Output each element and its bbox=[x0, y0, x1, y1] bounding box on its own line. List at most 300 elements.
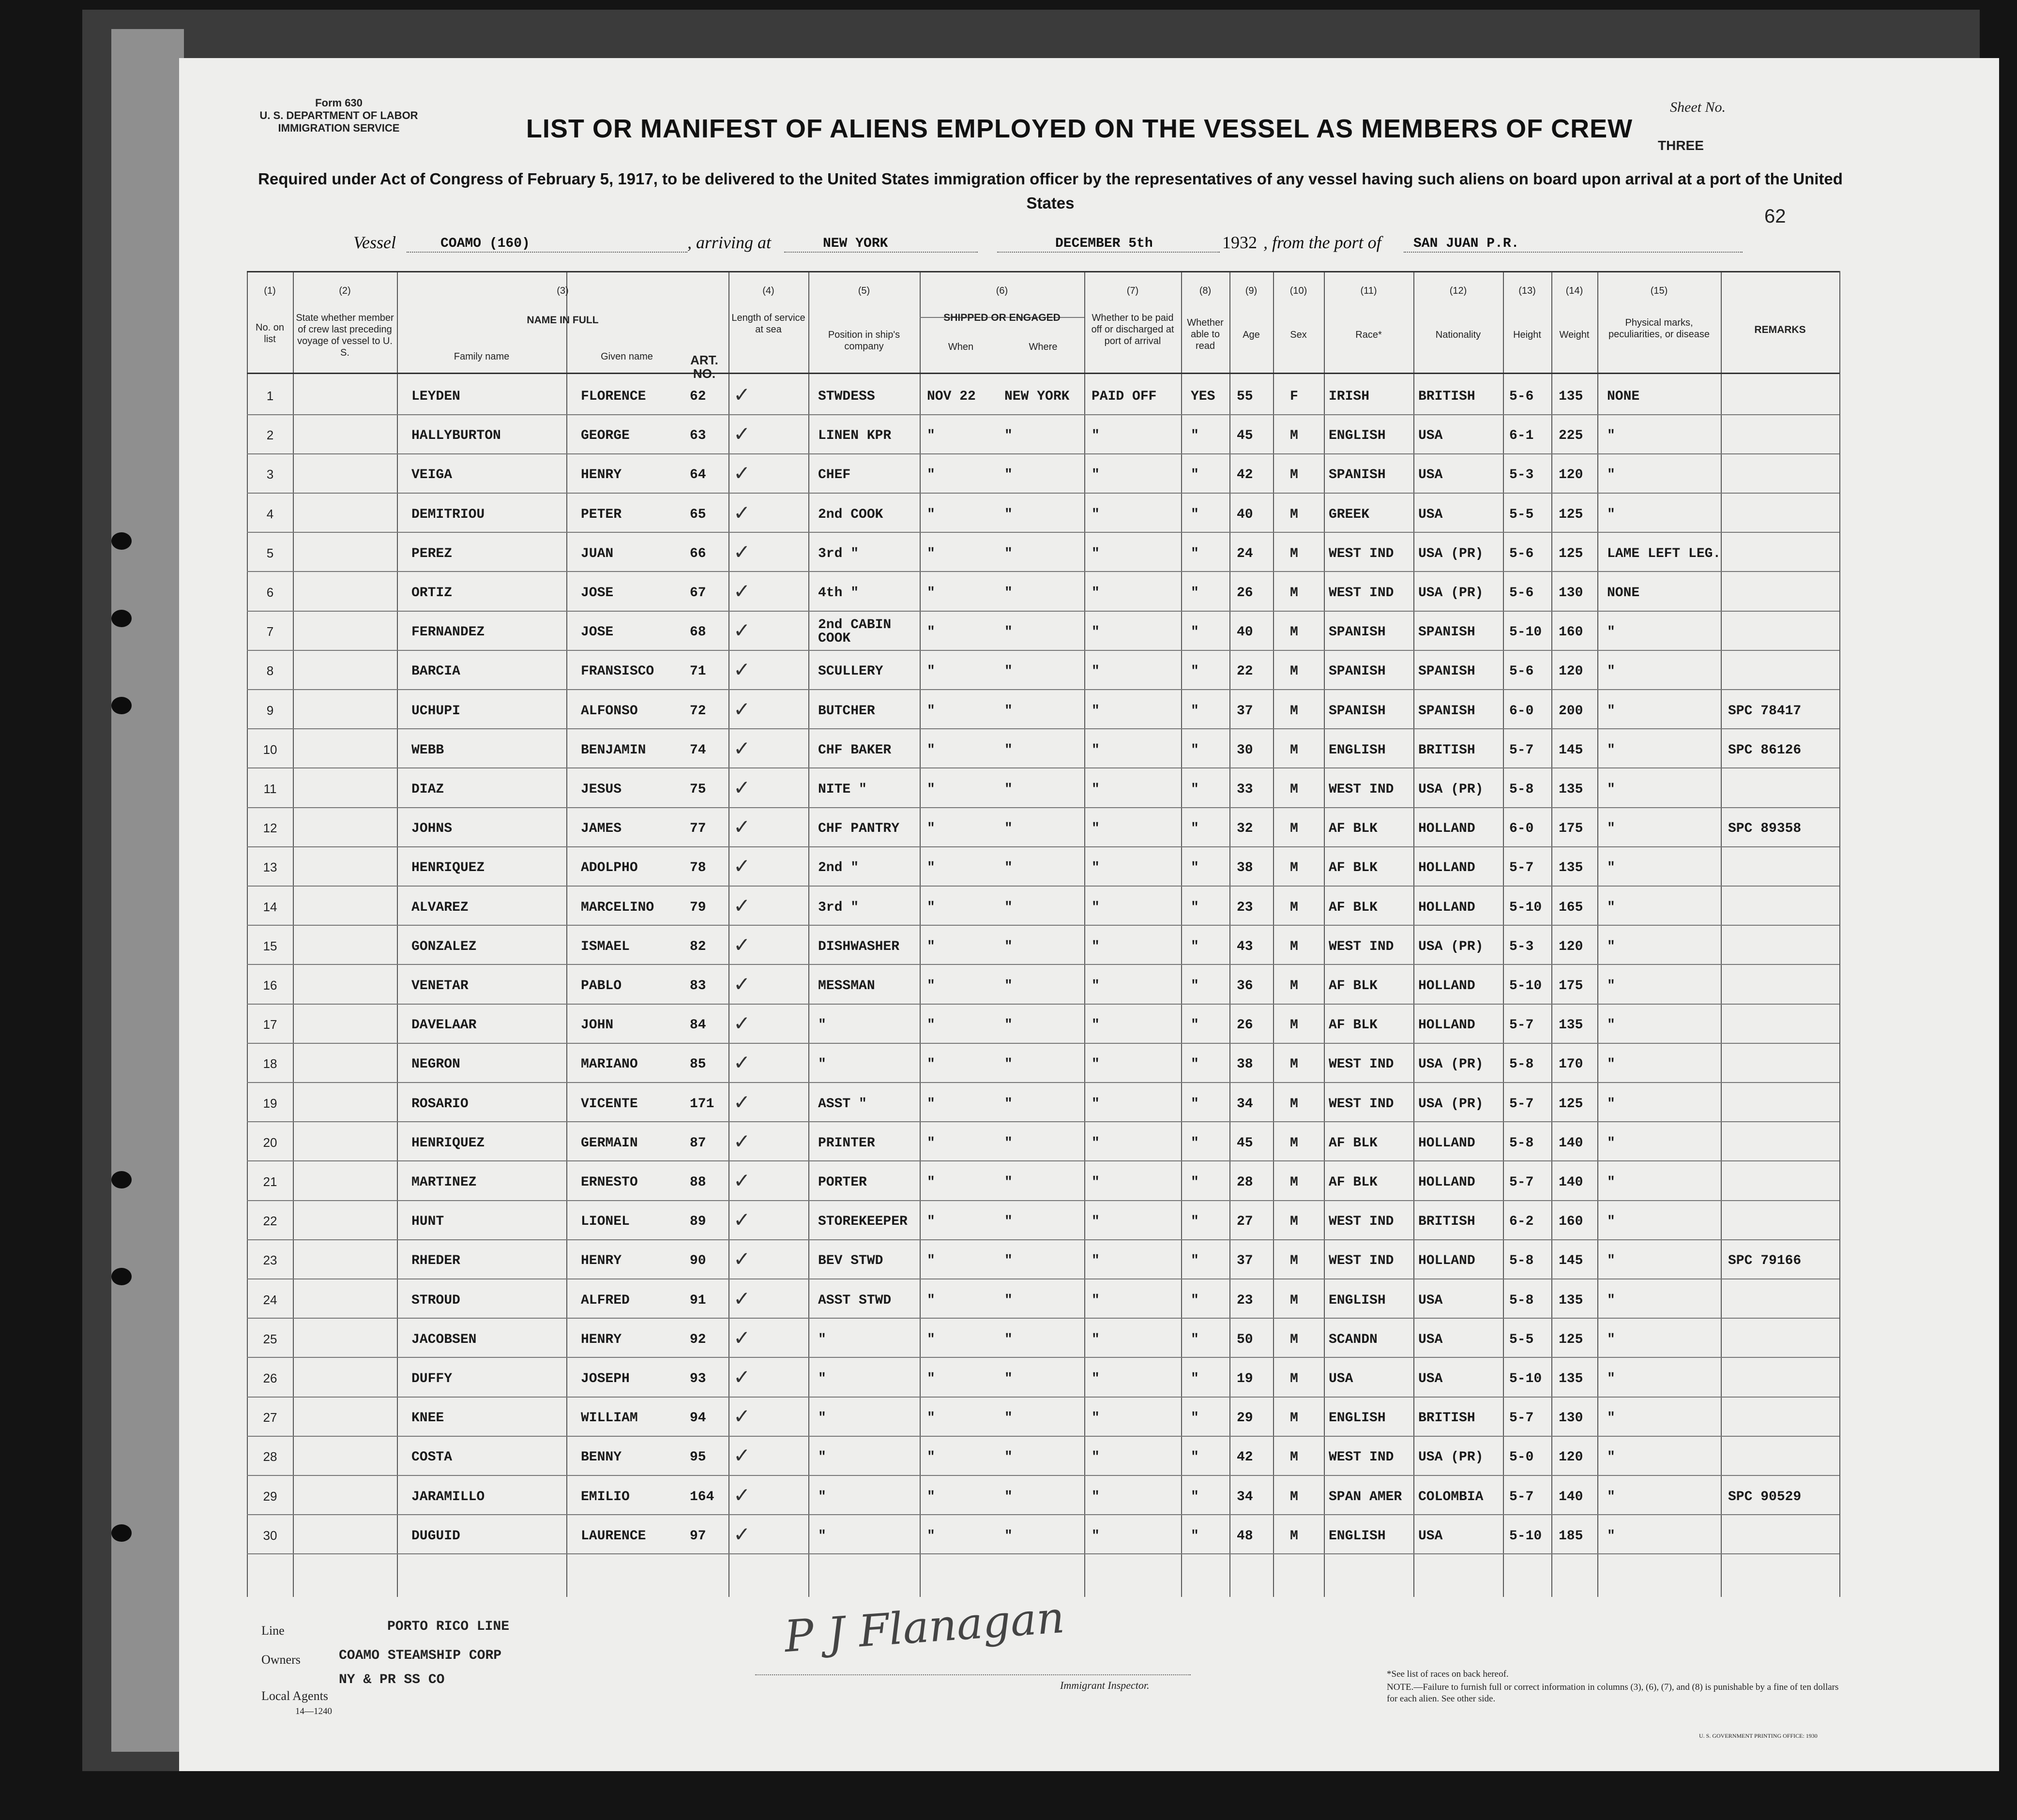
row-number: 19 bbox=[263, 1096, 277, 1111]
position: BUTCHER bbox=[818, 703, 875, 719]
row-rule bbox=[247, 689, 1839, 690]
able-to-read: " bbox=[1191, 1371, 1199, 1386]
paid-off: " bbox=[1092, 900, 1100, 915]
able-to-read: " bbox=[1191, 664, 1199, 679]
hdr-shipped: SHIPPED OR ENGAGED bbox=[943, 312, 1061, 323]
height: 5-10 bbox=[1509, 625, 1542, 640]
position: ASST " bbox=[818, 1096, 867, 1112]
shipped-when: " bbox=[927, 703, 935, 719]
shipped-where: " bbox=[1004, 1411, 1013, 1426]
check-mark-icon: ✓ bbox=[733, 463, 751, 485]
hdr-race: Race* bbox=[1355, 330, 1382, 340]
grid-col-line bbox=[728, 271, 729, 1597]
row-rule bbox=[247, 1514, 1839, 1515]
row-number: 15 bbox=[263, 938, 277, 953]
nationality: USA (PR) bbox=[1418, 939, 1484, 954]
inspector-label: Immigrant Inspector. bbox=[1060, 1679, 1150, 1691]
family-name: HENRIQUEZ bbox=[411, 1135, 485, 1151]
row-rule bbox=[247, 925, 1839, 926]
sex: M bbox=[1290, 1411, 1298, 1426]
row-number: 28 bbox=[263, 1449, 277, 1464]
shipped-where: " bbox=[1004, 1135, 1013, 1151]
nationality: HOLLAND bbox=[1418, 1175, 1475, 1190]
art-no: 63 bbox=[690, 428, 706, 444]
line-label: Line bbox=[261, 1624, 285, 1638]
shipped-when: " bbox=[927, 1214, 935, 1230]
given-name: JESUS bbox=[581, 782, 622, 797]
art-no: 95 bbox=[690, 1450, 706, 1465]
colnum-9: (9) bbox=[1245, 286, 1258, 296]
age: 42 bbox=[1237, 1450, 1253, 1465]
race: WEST IND bbox=[1329, 546, 1394, 561]
row-number: 16 bbox=[263, 978, 277, 993]
family-name: VENETAR bbox=[411, 978, 469, 993]
race: ENGLISH bbox=[1329, 1528, 1386, 1544]
able-to-read: " bbox=[1191, 428, 1199, 444]
check-mark-icon: ✓ bbox=[733, 737, 751, 760]
paid-off: " bbox=[1092, 1371, 1100, 1386]
race: ENGLISH bbox=[1329, 742, 1386, 758]
art-no: 84 bbox=[690, 1018, 706, 1033]
able-to-read: " bbox=[1191, 1253, 1199, 1269]
punch-hole-5 bbox=[111, 1268, 132, 1285]
weight: 120 bbox=[1559, 939, 1583, 954]
footer-line-value bbox=[387, 1619, 509, 1634]
row-rule bbox=[247, 1200, 1839, 1201]
row-number: 27 bbox=[263, 1410, 277, 1425]
family-name: STROUD bbox=[411, 1293, 460, 1308]
row-number: 14 bbox=[263, 899, 277, 914]
row-number: 17 bbox=[263, 1017, 277, 1032]
height: 5-7 bbox=[1509, 1096, 1534, 1112]
grid-col-line bbox=[1839, 271, 1840, 1597]
shipped-when: " bbox=[927, 546, 935, 561]
nationality: USA bbox=[1418, 1293, 1443, 1308]
height: 6-0 bbox=[1509, 703, 1534, 719]
family-name: RHEDER bbox=[411, 1253, 460, 1269]
paid-off: " bbox=[1092, 742, 1100, 758]
race: USA bbox=[1329, 1371, 1353, 1386]
vessel-rule bbox=[407, 252, 687, 253]
check-mark-icon: ✓ bbox=[733, 1170, 751, 1192]
colnum-14: (14) bbox=[1565, 286, 1583, 296]
nationality: SPANISH bbox=[1418, 703, 1475, 719]
form-dept-block bbox=[232, 97, 445, 135]
art-no: 75 bbox=[690, 782, 706, 797]
height: 5-7 bbox=[1509, 860, 1534, 876]
physical-marks: " bbox=[1607, 1175, 1615, 1190]
weight: 120 bbox=[1559, 664, 1583, 679]
race: IRISH bbox=[1329, 389, 1370, 404]
row-rule bbox=[247, 807, 1839, 808]
nationality: USA bbox=[1418, 1371, 1443, 1386]
weight: 125 bbox=[1559, 1332, 1583, 1347]
shipped-when: " bbox=[927, 664, 935, 679]
able-to-read: " bbox=[1191, 978, 1199, 993]
date-value: DECEMBER 5th bbox=[1055, 236, 1153, 251]
art-no: 94 bbox=[690, 1411, 706, 1426]
art-no: 72 bbox=[690, 703, 706, 719]
colnum-5: (5) bbox=[858, 286, 870, 296]
physical-marks: " bbox=[1607, 860, 1615, 876]
weight: 120 bbox=[1559, 467, 1583, 483]
hdr-position: Position in ship's company bbox=[828, 330, 900, 352]
paid-off: " bbox=[1092, 1135, 1100, 1151]
shipped-when: " bbox=[927, 1528, 935, 1544]
colnum-1: (1) bbox=[264, 286, 276, 296]
family-name: JARAMILLO bbox=[411, 1489, 485, 1504]
hdr-able-read: Whether able to read bbox=[1187, 317, 1224, 351]
family-name: BARCIA bbox=[411, 664, 460, 679]
race: SPANISH bbox=[1329, 625, 1386, 640]
grid-col-line bbox=[293, 271, 294, 1597]
position: " bbox=[818, 1411, 826, 1426]
art-no: 91 bbox=[690, 1293, 706, 1308]
row-number: 6 bbox=[266, 585, 274, 600]
weight: 185 bbox=[1559, 1528, 1583, 1544]
shipped-where: " bbox=[1004, 1057, 1013, 1072]
hdr-where: Where bbox=[1029, 342, 1058, 352]
age: 23 bbox=[1237, 900, 1253, 915]
paid-off: " bbox=[1092, 1450, 1100, 1465]
able-to-read: " bbox=[1191, 1528, 1199, 1544]
race: WEST IND bbox=[1329, 586, 1394, 601]
shipped-when: " bbox=[927, 1018, 935, 1033]
given-name: JOHN bbox=[581, 1018, 614, 1033]
row-rule bbox=[247, 886, 1839, 887]
age: 38 bbox=[1237, 860, 1253, 876]
height: 5-6 bbox=[1509, 664, 1534, 679]
weight: 135 bbox=[1559, 1293, 1583, 1308]
race: SPANISH bbox=[1329, 467, 1386, 483]
shipped-where: " bbox=[1004, 1332, 1013, 1347]
paid-off: " bbox=[1092, 1057, 1100, 1072]
from-label: , from the port of bbox=[1263, 233, 1381, 252]
able-to-read: YES bbox=[1191, 389, 1215, 404]
weight: 175 bbox=[1559, 978, 1583, 993]
position: " bbox=[818, 1450, 826, 1465]
shipped-when: " bbox=[927, 1411, 935, 1426]
weight: 125 bbox=[1559, 546, 1583, 561]
shipped-when: " bbox=[927, 507, 935, 522]
nationality: SPANISH bbox=[1418, 664, 1475, 679]
given-name: ISMAEL bbox=[581, 939, 630, 954]
shipped-where: " bbox=[1004, 586, 1013, 601]
remarks: SPC 79166 bbox=[1728, 1253, 1802, 1269]
shipped-when: " bbox=[927, 1450, 935, 1465]
height: 5-3 bbox=[1509, 939, 1534, 954]
given-name: JOSE bbox=[581, 625, 614, 640]
paid-off: " bbox=[1092, 467, 1100, 483]
art-no: 97 bbox=[690, 1528, 706, 1544]
punch-hole-6 bbox=[111, 1524, 132, 1542]
check-mark-icon: ✓ bbox=[733, 1091, 751, 1114]
family-name: DUFFY bbox=[411, 1371, 453, 1386]
family-name: FERNANDEZ bbox=[411, 625, 485, 640]
height: 5-8 bbox=[1509, 1135, 1534, 1151]
race: SPANISH bbox=[1329, 664, 1386, 679]
sheet-word: THREE bbox=[1658, 138, 1704, 153]
physical-marks: " bbox=[1607, 1018, 1615, 1033]
given-name: JOSE bbox=[581, 586, 614, 601]
sex: M bbox=[1290, 664, 1298, 679]
page-number: 62 bbox=[1764, 206, 1786, 227]
physical-marks: " bbox=[1607, 1096, 1615, 1112]
physical-marks: " bbox=[1607, 428, 1615, 444]
height: 6-1 bbox=[1509, 428, 1534, 444]
family-name: WEBB bbox=[411, 742, 444, 758]
family-name: GONZALEZ bbox=[411, 939, 477, 954]
sex: M bbox=[1290, 1489, 1298, 1504]
colnum-15: (15) bbox=[1650, 286, 1668, 296]
nationality: USA bbox=[1418, 467, 1443, 483]
nationality: SPANISH bbox=[1418, 625, 1475, 640]
nationality: BRITISH bbox=[1418, 1411, 1475, 1426]
shipped-when: " bbox=[927, 625, 935, 640]
height: 5-7 bbox=[1509, 742, 1534, 758]
hdr-name-in-full: NAME IN FULL bbox=[527, 315, 599, 326]
age: 19 bbox=[1237, 1371, 1253, 1386]
height: 5-5 bbox=[1509, 507, 1534, 522]
shipped-where: " bbox=[1004, 467, 1013, 483]
shipped-where: NEW YORK bbox=[1004, 389, 1070, 404]
hdr-weight: Weight bbox=[1559, 330, 1590, 340]
family-name: HUNT bbox=[411, 1214, 444, 1230]
family-name: HALLYBURTON bbox=[411, 428, 501, 444]
check-mark-icon: ✓ bbox=[733, 1523, 751, 1546]
weight: 175 bbox=[1559, 821, 1583, 837]
physical-marks: " bbox=[1607, 467, 1615, 483]
physical-marks: NONE bbox=[1607, 389, 1640, 404]
art-no: 88 bbox=[690, 1175, 706, 1190]
shipped-where: " bbox=[1004, 1489, 1013, 1504]
year-value: 1932 bbox=[1222, 233, 1257, 252]
colnum-12: (12) bbox=[1449, 286, 1467, 296]
weight: 135 bbox=[1559, 1371, 1583, 1386]
family-name: COSTA bbox=[411, 1450, 453, 1465]
paid-off: " bbox=[1092, 586, 1100, 601]
family-name: DAVELAAR bbox=[411, 1018, 477, 1033]
check-mark-icon: ✓ bbox=[733, 1052, 751, 1075]
colnum-8: (8) bbox=[1199, 286, 1212, 296]
crew-table bbox=[247, 271, 1839, 1597]
height: 5-5 bbox=[1509, 1332, 1534, 1347]
punch-hole-3 bbox=[111, 697, 132, 714]
race: AF BLK bbox=[1329, 900, 1378, 915]
position: STWDESS bbox=[818, 389, 875, 404]
race: WEST IND bbox=[1329, 1253, 1394, 1269]
able-to-read: " bbox=[1191, 546, 1199, 561]
row-rule bbox=[247, 1357, 1839, 1358]
paid-off: " bbox=[1092, 1214, 1100, 1230]
race: AF BLK bbox=[1329, 1135, 1378, 1151]
shipped-when: NOV 22 bbox=[927, 389, 976, 404]
art-no: 85 bbox=[690, 1057, 706, 1072]
shipped-where: " bbox=[1004, 1253, 1013, 1269]
nationality: BRITISH bbox=[1418, 389, 1475, 404]
physical-marks: " bbox=[1607, 507, 1615, 522]
height: 6-0 bbox=[1509, 821, 1534, 837]
height: 5-8 bbox=[1509, 1057, 1534, 1072]
weight: 135 bbox=[1559, 1018, 1583, 1033]
weight: 145 bbox=[1559, 1253, 1583, 1269]
hdr-paid-off: Whether to be paid off or discharged at port of arrival bbox=[1091, 313, 1174, 346]
able-to-read: " bbox=[1191, 782, 1199, 797]
physical-marks: " bbox=[1607, 742, 1615, 758]
row-number: 4 bbox=[266, 506, 274, 521]
weight: 135 bbox=[1559, 782, 1583, 797]
nationality: USA (PR) bbox=[1418, 782, 1484, 797]
header-top-rule bbox=[247, 271, 1839, 272]
shipped-when: " bbox=[927, 1057, 935, 1072]
race: ENGLISH bbox=[1329, 1411, 1386, 1426]
row-number: 5 bbox=[266, 545, 274, 560]
check-mark-icon: ✓ bbox=[733, 1288, 751, 1310]
age: 40 bbox=[1237, 507, 1253, 522]
sex: M bbox=[1290, 1450, 1298, 1465]
grid-col-line bbox=[1551, 271, 1552, 1597]
height: 5-8 bbox=[1509, 1253, 1534, 1269]
shipped-where: " bbox=[1004, 428, 1013, 444]
paid-off: " bbox=[1092, 703, 1100, 719]
shipped-when: " bbox=[927, 1135, 935, 1151]
given-name: MARIANO bbox=[581, 1057, 638, 1072]
race: GREEK bbox=[1329, 507, 1370, 522]
age: 28 bbox=[1237, 1175, 1253, 1190]
check-mark-icon: ✓ bbox=[733, 1484, 751, 1507]
family-name: LEYDEN bbox=[411, 389, 460, 404]
position: " bbox=[818, 1371, 826, 1386]
position: MESSMAN bbox=[818, 978, 875, 993]
able-to-read: " bbox=[1191, 860, 1199, 876]
able-to-read: " bbox=[1191, 586, 1199, 601]
art-no: 67 bbox=[690, 586, 706, 601]
row-number: 24 bbox=[263, 1292, 277, 1307]
given-name: JOSEPH bbox=[581, 1371, 630, 1386]
shipped-when: " bbox=[927, 467, 935, 483]
age: 32 bbox=[1237, 821, 1253, 837]
art-no: 92 bbox=[690, 1332, 706, 1347]
row-rule bbox=[247, 493, 1839, 494]
row-rule bbox=[247, 728, 1839, 729]
grid-col-line bbox=[1721, 271, 1722, 1597]
weight: 130 bbox=[1559, 586, 1583, 601]
family-name: VEIGA bbox=[411, 467, 453, 483]
line-value: PORTO RICO LINE bbox=[387, 1619, 510, 1634]
weight: 125 bbox=[1559, 1096, 1583, 1112]
able-to-read: " bbox=[1191, 1096, 1199, 1112]
family-name: JACOBSEN bbox=[411, 1332, 477, 1347]
date-rule bbox=[997, 252, 1220, 253]
physical-marks: " bbox=[1607, 625, 1615, 640]
remarks: SPC 89358 bbox=[1728, 821, 1802, 837]
grid-col-line bbox=[566, 271, 567, 1597]
row-number: 8 bbox=[266, 663, 274, 678]
able-to-read: " bbox=[1191, 742, 1199, 758]
hdr-sex: Sex bbox=[1290, 330, 1307, 340]
height: 5-6 bbox=[1509, 389, 1534, 404]
height: 5-6 bbox=[1509, 546, 1534, 561]
row-rule bbox=[247, 1160, 1839, 1161]
shipped-when: " bbox=[927, 1096, 935, 1112]
signature-rule bbox=[755, 1674, 1191, 1675]
paid-off: " bbox=[1092, 1253, 1100, 1269]
row-rule bbox=[247, 1475, 1839, 1476]
weight: 160 bbox=[1559, 1214, 1583, 1230]
shipped-where: " bbox=[1004, 546, 1013, 561]
family-name: HENRIQUEZ bbox=[411, 860, 485, 876]
height: 5-10 bbox=[1509, 1371, 1542, 1386]
row-rule bbox=[247, 571, 1839, 572]
paid-off: " bbox=[1092, 1175, 1100, 1190]
sex: M bbox=[1290, 939, 1298, 954]
age: 26 bbox=[1237, 586, 1253, 601]
nationality: USA bbox=[1418, 428, 1443, 444]
shipped-where: " bbox=[1004, 507, 1013, 522]
row-rule bbox=[247, 1239, 1839, 1240]
age: 43 bbox=[1237, 939, 1253, 954]
sex: M bbox=[1290, 742, 1298, 758]
position: CHEF bbox=[818, 467, 851, 483]
shipped-when: " bbox=[927, 428, 935, 444]
weight: 130 bbox=[1559, 1411, 1583, 1426]
able-to-read: " bbox=[1191, 1489, 1199, 1504]
sex: M bbox=[1290, 978, 1298, 993]
position: BEV STWD bbox=[818, 1253, 883, 1269]
given-name: LAURENCE bbox=[581, 1528, 646, 1544]
paid-off: " bbox=[1092, 546, 1100, 561]
punch-hole-1 bbox=[111, 532, 132, 550]
row-rule bbox=[247, 1397, 1839, 1398]
given-name: PABLO bbox=[581, 978, 622, 993]
sex: M bbox=[1290, 1096, 1298, 1112]
shipped-where: " bbox=[1004, 1528, 1013, 1544]
nationality: USA bbox=[1418, 507, 1443, 522]
shipped-when: " bbox=[927, 1489, 935, 1504]
paid-off: " bbox=[1092, 1018, 1100, 1033]
paid-off: " bbox=[1092, 1528, 1100, 1544]
paid-off: " bbox=[1092, 1332, 1100, 1347]
sex: M bbox=[1290, 1528, 1298, 1544]
position: CHF PANTRY bbox=[818, 821, 900, 837]
position: NITE " bbox=[818, 782, 867, 797]
row-number: 25 bbox=[263, 1331, 277, 1346]
row-rule bbox=[247, 453, 1839, 454]
given-name: PETER bbox=[581, 507, 622, 522]
voyage-line bbox=[0, 232, 2017, 261]
sheet-no-label: Sheet No. bbox=[1670, 99, 1726, 115]
height: 6-2 bbox=[1509, 1214, 1534, 1230]
grid-col-line bbox=[397, 271, 398, 1597]
footer-agents bbox=[261, 1689, 328, 1703]
given-name: HENRY bbox=[581, 467, 622, 483]
sex: M bbox=[1290, 782, 1298, 797]
art-no: 79 bbox=[690, 900, 706, 915]
check-mark-icon: ✓ bbox=[733, 384, 751, 406]
nationality: COLOMBIA bbox=[1418, 1489, 1484, 1504]
agents-label: Local Agents bbox=[261, 1689, 328, 1703]
check-mark-icon: ✓ bbox=[733, 1367, 751, 1389]
grid-col-line bbox=[1597, 271, 1598, 1597]
check-mark-icon: ✓ bbox=[733, 1013, 751, 1036]
row-number: 22 bbox=[263, 1214, 277, 1229]
age: 30 bbox=[1237, 742, 1253, 758]
physical-marks: " bbox=[1607, 782, 1615, 797]
sex: M bbox=[1290, 507, 1298, 522]
form-code: 14—1240 bbox=[295, 1706, 332, 1716]
physical-marks: " bbox=[1607, 1528, 1615, 1544]
arriving-rule bbox=[784, 252, 978, 253]
